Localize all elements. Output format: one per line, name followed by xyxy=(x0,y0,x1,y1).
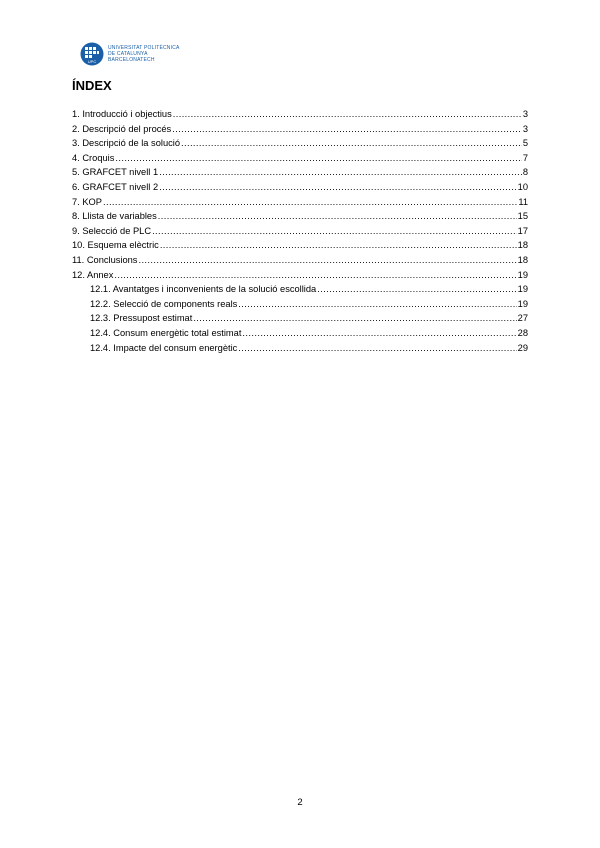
toc-entry-label: 4. Croquis xyxy=(72,152,115,163)
toc-entry[interactable] xyxy=(72,136,528,151)
logo-line-2: DE CATALUNYA xyxy=(108,51,148,57)
toc-entry-page: 27 xyxy=(517,313,528,324)
toc-dot-leader xyxy=(317,282,516,297)
toc-entry[interactable] xyxy=(72,224,528,239)
toc-entry-label: 8. Llista de variables xyxy=(72,211,157,222)
toc-entry-page: 18 xyxy=(517,240,528,251)
toc-entry-page: 19 xyxy=(517,298,528,309)
toc-entry-label: 2. Descripció del procés xyxy=(72,123,172,134)
toc-entry[interactable] xyxy=(72,282,528,297)
toc-entry-page: 19 xyxy=(517,284,528,295)
toc-entry-page: 29 xyxy=(517,342,528,353)
toc-dot-leader xyxy=(173,107,522,122)
toc-dot-leader xyxy=(152,224,517,239)
page-title: ÍNDEX xyxy=(72,78,112,93)
toc-entry[interactable] xyxy=(72,165,528,180)
toc-dot-leader xyxy=(172,122,522,137)
toc-dot-leader xyxy=(193,311,516,326)
toc-entry-page: 17 xyxy=(517,225,528,236)
toc-entry-page: 11 xyxy=(518,196,528,207)
toc-dot-leader xyxy=(114,268,516,283)
toc-entry-page: 18 xyxy=(517,254,528,265)
logo-mark-label: UPC xyxy=(87,59,97,64)
toc-dot-leader xyxy=(158,209,517,224)
toc-entry[interactable] xyxy=(72,311,528,326)
page-number: 2 xyxy=(297,797,303,808)
toc-entry-page: 5 xyxy=(522,138,528,149)
toc-entry-label: 11. Conclusions xyxy=(72,254,138,265)
toc-entry[interactable] xyxy=(72,238,528,253)
toc-dot-leader xyxy=(181,136,522,151)
toc-entry[interactable] xyxy=(72,297,528,312)
toc-entry[interactable] xyxy=(72,268,528,283)
toc-entry[interactable] xyxy=(72,122,528,137)
toc-dot-leader xyxy=(238,341,516,356)
toc-entry-label: 10. Esquema elèctric xyxy=(72,240,159,251)
toc-entry-page: 28 xyxy=(517,327,528,338)
toc-entry[interactable] xyxy=(72,253,528,268)
toc-entry[interactable] xyxy=(72,151,528,166)
toc-entry-page: 10 xyxy=(517,181,528,192)
toc-entry-label: 12.2. Selecció de components reals xyxy=(90,298,238,309)
upc-logo-icon xyxy=(80,42,104,66)
toc-entry-label: 12.1. Avantatges i inconvenients de la solució escollida xyxy=(90,284,317,295)
toc-entry-page: 7 xyxy=(522,152,528,163)
toc-dot-leader xyxy=(138,253,516,268)
toc-entry-page: 19 xyxy=(517,269,528,280)
toc-entry-label: 12.3. Pressupost estimat xyxy=(90,313,193,324)
toc-dot-leader xyxy=(160,238,517,253)
table-of-contents xyxy=(72,107,528,355)
toc-entry-page: 3 xyxy=(522,123,528,134)
toc-entry-page: 3 xyxy=(522,109,528,119)
toc-dot-leader xyxy=(159,180,517,195)
toc-entry-label: 3. Descripció de la solució xyxy=(72,138,180,149)
toc-entry[interactable] xyxy=(72,107,528,122)
toc-dot-leader xyxy=(103,195,517,210)
toc-entry[interactable] xyxy=(72,180,528,195)
toc-entry-page: 15 xyxy=(517,211,528,222)
toc-entry-label: 12.4. Consum energètic total estimat xyxy=(90,327,242,338)
toc-entry-page: 8 xyxy=(522,167,528,178)
toc-entry-label: 6. GRAFCET nivell 2 xyxy=(72,181,159,192)
toc-entry-label: 12.4. Impacte del consum energètic xyxy=(90,342,238,353)
toc-entry-label: 9. Selecció de PLC xyxy=(72,225,152,236)
toc-entry-label: 7. KOP xyxy=(72,196,102,207)
toc-entry-label: 1. Introducció i objectius xyxy=(72,109,172,119)
toc-dot-leader xyxy=(159,165,522,180)
toc-entry[interactable] xyxy=(72,341,528,356)
toc-entry-label: 5. GRAFCET nivell 1 xyxy=(72,167,159,178)
toc-entry[interactable] xyxy=(72,195,528,210)
toc-entry[interactable] xyxy=(72,209,528,224)
toc-dot-leader xyxy=(115,151,521,166)
toc-dot-leader xyxy=(238,297,516,312)
toc-entry[interactable] xyxy=(72,326,528,341)
logo-line-3: BARCELONATECH xyxy=(108,57,155,63)
logo-line-1: UNIVERSITAT POLITÈCNICA xyxy=(108,45,180,51)
logo-wordmark xyxy=(108,45,182,63)
toc-entry-label: 12. Annex xyxy=(72,269,114,280)
toc-dot-leader xyxy=(242,326,516,341)
university-logo xyxy=(80,42,180,66)
